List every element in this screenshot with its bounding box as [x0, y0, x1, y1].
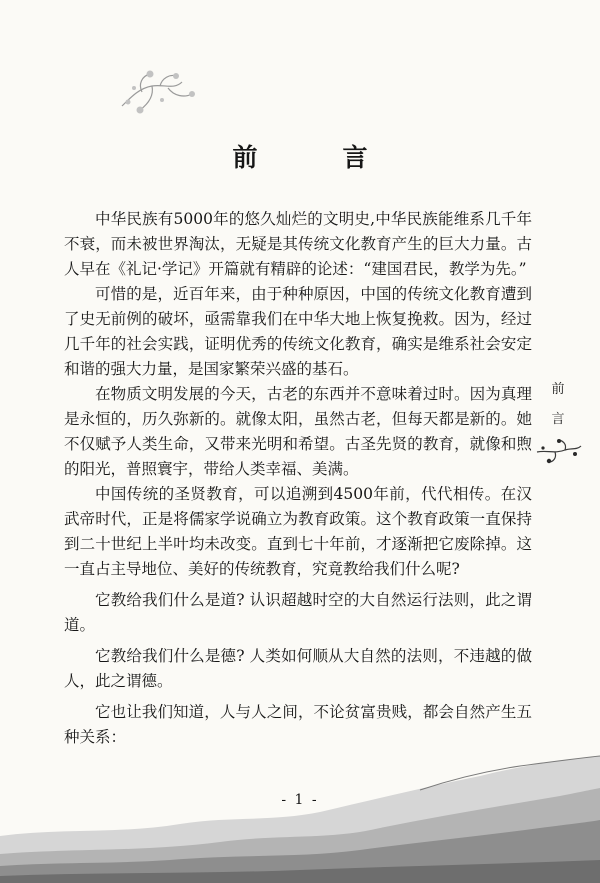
- floral-ornament-icon: [112, 66, 202, 126]
- section-side-tab: [548, 375, 568, 435]
- page-title: 前 言: [232, 143, 398, 172]
- side-tab-char: 言: [551, 412, 565, 427]
- plum-branch-icon: [535, 438, 583, 464]
- paragraph: 中华民族有5000年的悠久灿烂的文明史,中华民族能维系几千年不衰，而未被世界淘汰，无疑是其传统文化教育产生的巨大力量。古人早在《礼记·学记》开篇就有精辟的论述：“建国君民，教学为先。”: [64, 210, 532, 278]
- paragraph: 中国传统的圣贤教育，可以追溯到4500年前，代代相传。在汉武帝时代，正是将儒家学说确立为教育政策。这个教育政策一直保持到二十世纪上半叶均未改变。直到七十年前，才逐渐把它废除掉。这一直占主导地位、美好的传统教育，究竟教给我们什么呢?: [64, 485, 532, 578]
- body-text: [64, 207, 532, 750]
- paragraph: 在物质文明发展的今天，古老的东西并不意味着过时。因为真理是永恒的，历久弥新的。就像太阳，虽然古老，但每天都是新的。她不仅赋予人类生命，又带来光明和希望。古圣先贤的教育，就像和煦的阳光，普照寰宇，带给人类幸福、美满。: [64, 385, 532, 478]
- paragraph: 它教给我们什么是德? 人类如何顺从大自然的法则，不违越的做人，此之谓德。: [64, 647, 532, 690]
- side-tab-char: 前: [551, 382, 565, 397]
- paragraph: 可惜的是，近百年来，由于种种原因，中国的传统文化教育遭到了史无前例的破坏，亟需靠我们在中华大地上恢复挽救。因为，经过几千年的社会实践，证明优秀的传统文化教育，确实是维系社会安定和谐的强大力量，是国家繁荣兴盛的基石。: [64, 285, 532, 378]
- paragraph: 它教给我们什么是道? 认识超越时空的大自然运行法则，此之谓道。: [64, 591, 532, 634]
- page-number: - 1 -: [281, 792, 319, 808]
- paragraph: 它也让我们知道，人与人之间，不论贫富贵贱，都会自然产生五种关系：: [64, 703, 532, 746]
- ink-landscape-icon: [0, 736, 600, 883]
